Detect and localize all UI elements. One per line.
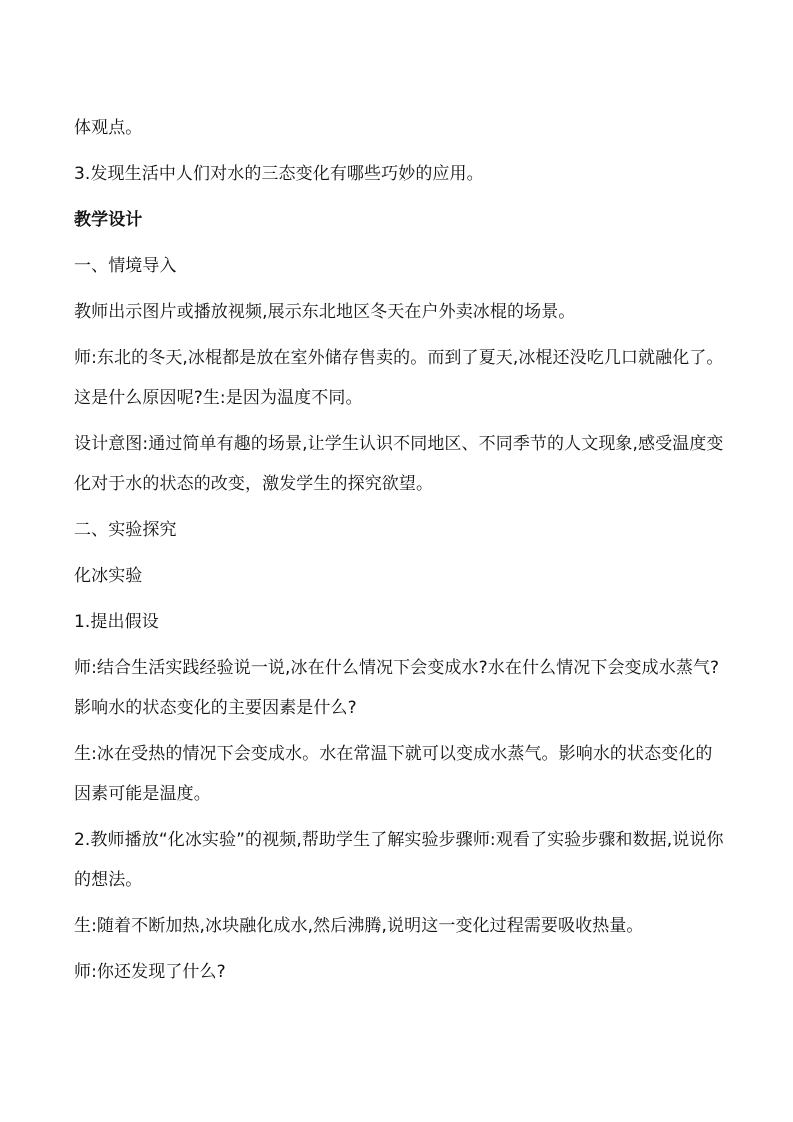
- paragraph-continuation: 体观点。: [74, 118, 143, 138]
- paragraph-objective-3: 3.发现生活中人们对水的三态变化有哪些巧妙的应用。: [74, 164, 484, 184]
- paragraph-teacher-followup: 师:你还发现了什么?: [74, 962, 226, 982]
- document-body: [74, 108, 724, 998]
- subheading-situation-intro: 一、情境导入: [74, 256, 177, 276]
- paragraph-ice-experiment: 化冰实验: [74, 566, 143, 586]
- paragraph-video-step: 2.教师播放“化冰实验”的视频,帮助学生了解实验步骤师:观看了实验步骤和数据,说说你的想法。: [74, 830, 724, 890]
- paragraph-teacher-shows: 教师出示图片或播放视频,展示东北地区冬天在户外卖冰棍的场景。: [74, 302, 576, 322]
- paragraph-teacher-prompt: 师:结合生活实践经验说一说,冰在什么情况下会变成水?水在什么情况下会变成水蒸气?影响水的状态变化的主要因素是什么?: [74, 658, 720, 718]
- subheading-experiment: 二、实验探究: [74, 520, 177, 540]
- paragraph-student-observation: 生:随着不断加热,冰块融化成水,然后沸腾,说明这一变化过程需要吸收热量。: [74, 916, 644, 936]
- paragraph-teacher-question: 师:东北的冬天,冰棍都是放在室外储存售卖的。而到了夏天,冰棍还没吃几口就融化了。这是什么原因呢?生:是因为温度不同。: [74, 348, 724, 408]
- paragraph-design-intent: 设计意图:通过简单有趣的场景,让学生认识不同地区、不同季节的人文现象,感受温度变化对于水的状态的改变，激发学生的探究欲望。: [74, 434, 724, 494]
- section-heading-teaching-design: 教学设计: [74, 210, 143, 230]
- paragraph-student-answer: 生:冰在受热的情况下会变成水。水在常温下就可以变成水蒸气。影响水的状态变化的因素可能是温度。: [74, 744, 713, 804]
- paragraph-hypothesis: 1.提出假设: [74, 612, 159, 632]
